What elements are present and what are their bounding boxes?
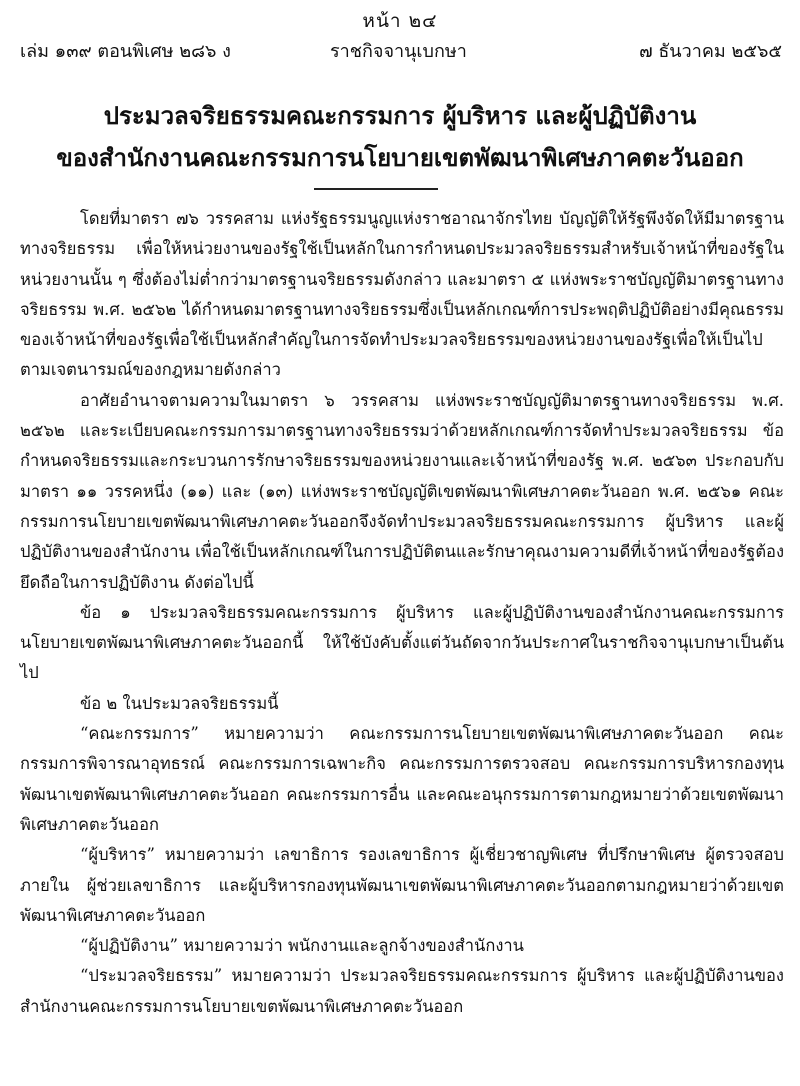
clause-1-paragraph: ข้อ ๑ ประมวลจริยธรรมคณะกรรมการ ผู้บริหาร และผู้ปฏิบัติงานของสำนักงานคณะกรรมการนโยบายเขตพัฒนาพิเศษภาคตะวันออกนี้ ให้ใช้บังคับตั้งแต่วันถัดจากวันประกาศในราชกิจจานุเบกษาเป็นต้นไป (20, 602, 784, 683)
definition-code-of-ethics: “ประมวลจริยธรรม” หมายความว่า ประมวลจริยธรรมคณะกรรมการ ผู้บริหาร และผู้ปฏิบัติงานของสำนักงานคณะกรรมการนโยบายเขตพัฒนาพิเศษภาคตะวันออก (20, 966, 784, 1016)
title-divider (314, 188, 438, 190)
definition-executive: “ผู้บริหาร” หมายความว่า เลขาธิการ รองเลขาธิการ ผู้เชี่ยวชาญพิเศษ ที่ปรึกษาพิเศษ ผู้ตรวจสอบภายใน ผู้ช่วยเลขาธิการ และผู้บริหารกองทุนพัฒนาเขตพัฒนาพิเศษภาคตะวันออกตามกฎหมายว่าด้วยเขตพัฒนาพิเศษภาคตะวันออก (20, 845, 784, 925)
page-number: หน้า ๒๔ (362, 10, 438, 32)
document-title-line-2: ของสำนักงานคณะกรรมการนโยบายเขตพัฒนาพิเศษภาคตะวันออก (56, 143, 744, 172)
clause-2-paragraph: ข้อ ๒ ในประมวลจริยธรรมนี้ (80, 693, 279, 713)
publication-name: ราชกิจจานุเบกษา (330, 41, 467, 62)
publication-date: ๗ ธันวาคม ๒๕๖๕ (639, 41, 782, 62)
preamble-paragraph: โดยที่มาตรา ๗๖ วรรคสาม แห่งรัฐธรรมนูญแห่งราชอาณาจักรไทย บัญญัติให้รัฐพึงจัดให้มีมาตรฐานทางจริยธรรม เพื่อให้หน่วยงานของรัฐใช้เป็นหลักในการกำหนดประมวลจริยธรรมสำหรับเจ้าหน้าที่ของรัฐในหน่วยงานนั้น ๆ ซึ่งต้องไม่ต่ำกว่ามาตรฐานจริยธรรมดังกล่าว และมาตรา ๕ แห่งพระราชบัญญัติมาตรฐานทางจริยธรรม พ.ศ. ๒๕๖๒ ได้กำหนดมาตรฐานทางจริยธรรมซึ่งเป็นหลักเกณฑ์การประพฤติปฏิบัติอย่างมีคุณธรรมของเจ้าหน้าที่ของรัฐเพื่อใช้เป็นหลักสำคัญในการจัดทำประมวลจริยธรรมของหน่วยงานของรัฐเพื่อให้เป็นไปตามเจตนารมณ์ของกฎหมายดังกล่าว (20, 209, 784, 380)
authority-paragraph: อาศัยอำนาจตามความในมาตรา ๖ วรรคสาม แห่งพระราชบัญญัติมาตรฐานทางจริยธรรม พ.ศ. ๒๕๖๒ และระเบียบคณะกรรมการมาตรฐานทางจริยธรรมว่าด้วยหลักเกณฑ์การจัดทำประมวลจริยธรรม ข้อกำหนดจริยธรรมและกระบวนการรักษาจริยธรรมของหน่วยงานและเจ้าหน้าที่ของรัฐ พ.ศ. ๒๕๖๓ ประกอบกับมาตรา ๑๑ วรรคหนึ่ง (๑๑) และ (๑๓) แห่งพระราชบัญญัติเขตพัฒนาพิเศษภาคตะวันออก พ.ศ. ๒๕๖๑ คณะกรรมการนโยบายเขตพัฒนาพิเศษภาคตะวันออกจึงจัดทำประมวลจริยธรรมคณะกรรมการ ผู้บริหาร และผู้ปฏิบัติงานของสำนักงาน เพื่อใช้เป็นหลักเกณฑ์ในการปฏิบัติตนและรักษาคุณงามความดีที่เจ้าหน้าที่ของรัฐต้องยึดถือในการปฏิบัติงาน ดังต่อไปนี้ (20, 390, 784, 592)
definition-staff: “ผู้ปฏิบัติงาน” หมายความว่า พนักงานและลูกจ้างของสำนักงาน (80, 936, 524, 956)
document-title-line-1: ประมวลจริยธรรมคณะกรรมการ ผู้บริหาร และผู้ปฏิบัติงาน (103, 101, 697, 130)
definition-committee: “คณะกรรมการ” หมายความว่า คณะกรรมการนโยบายเขตพัฒนาพิเศษภาคตะวันออก คณะกรรมการพิจารณาอุทธรณ์ คณะกรรมการเฉพาะกิจ คณะกรรมการตรวจสอบ คณะกรรมการบริหารกองทุนพัฒนาเขตพัฒนาพิเศษภาคตะวันออก คณะกรรมการอื่น และคณะอนุกรรมการตามกฎหมายว่าด้วยเขตพัฒนาพิเศษภาคตะวันออก (20, 724, 784, 834)
volume-issue: เล่ม ๑๓๙ ตอนพิเศษ ๒๘๖ ง (20, 41, 231, 62)
document-body (20, 204, 784, 1022)
gazette-header (20, 36, 782, 62)
